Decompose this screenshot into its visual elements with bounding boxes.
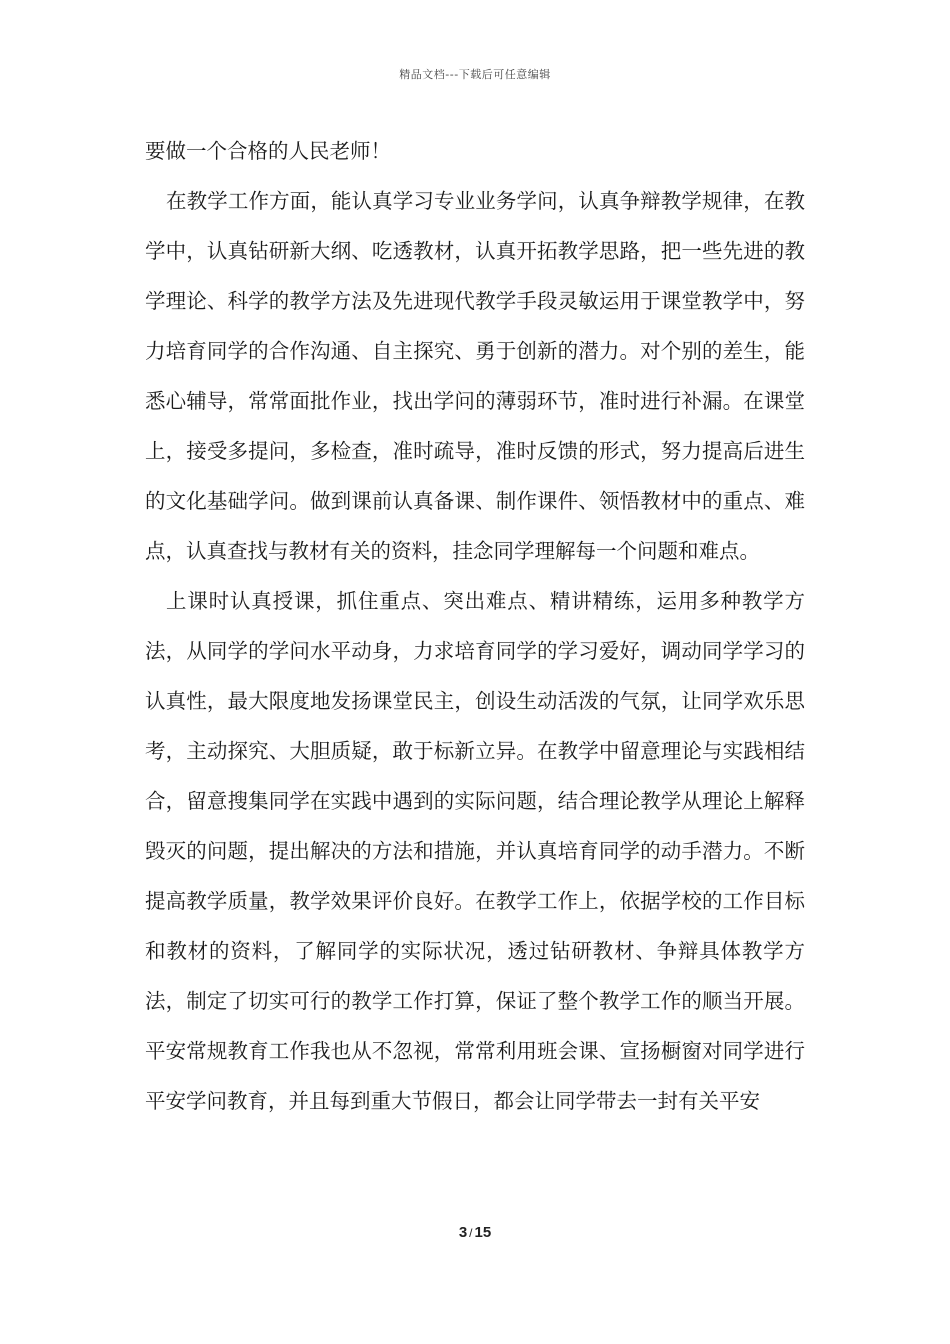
page-header — [0, 66, 950, 82]
paragraph-1: 要做一个合格的人民老师！ — [145, 139, 391, 163]
page-number — [0, 1224, 950, 1241]
paragraph-3: 上课时认真授课，抓住重点、突出难点、精讲精练，运用多种教学方法，从同学的学问水平动身，力求培育同学的学习爱好，调动同学学习的认真性，最大限度地发扬课堂民主，创设生动活泼的气氛，让同学欢乐思考，主动探究、大胆质疑，敢于标新立异。在教学中留意理论与实践相结合，留意搜集同学在实践中遇到的实际问题，结合理论教学从理论上解释毁灭的问题，提出解决的方法和措施，并认真培育同学的动手潜力。不断提高教学质量，教学效果评价良好。在教学工作上，依据学校的工作目标和教材的资料，了解同学的实际状况，透过钻研教材、争辩具体教学方法，制定了切实可行的教学工作打算，保证了整个教学工作的顺当开展。平安常规教育工作我也从不忽视，常常利用班会课、宣扬橱窗对同学进行平安学问教育，并且每到重大节假日，都会让同学带去一封有关平安 — [145, 589, 805, 1113]
page-separator: / — [469, 1226, 473, 1240]
page-total: 15 — [474, 1224, 492, 1241]
header-text: 精品文档---下载后可任意编辑 — [399, 68, 551, 81]
paragraph-2: 在教学工作方面，能认真学习专业业务学问，认真争辩教学规律，在教学中，认真钻研新大纲、吃透教材，认真开拓教学思路，把一些先进的教学理论、科学的教学方法及先进现代教学手段灵敏运用于课堂教学中，努力培育同学的合作沟通、自主探究、勇于创新的潜力。对个别的差生，能悉心辅导，常常面批作业，找出学问的薄弱环节，准时进行补漏。在课堂上，接受多提问，多检查，准时疏导，准时反馈的形式，努力提高后进生的文化基础学问。做到课前认真备课、制作课件、领悟教材中的重点、难点，认真查找与教材有关的资料，挂念同学理解每一个问题和难点。 — [145, 189, 805, 563]
page-current: 3 — [458, 1224, 468, 1241]
document-body — [145, 126, 805, 1126]
